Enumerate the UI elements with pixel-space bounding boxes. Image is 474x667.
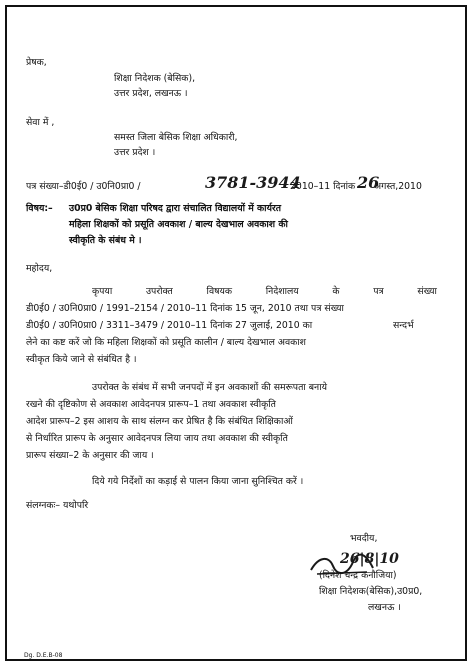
para2-line-4: से निर्धारित प्रारूप के अनुसार आवेदनपत्र लिया जाय तथा अवकाश की स्वीकृति (26, 433, 288, 444)
subject-line-2: महिला शिक्षकों को प्रसूति अवकाश / बाल्य देखभाल अवकाश की (69, 219, 288, 230)
para1-word: पत्र (373, 286, 384, 297)
signatory-name: (दिनेश चन्द्र कनौजिया) (319, 570, 397, 581)
para1-line-3: डी0ई0 / उ0नि0प्रा0 / 3311–3479 / 2010–11 दिनांक 27 जुलाई, 2010 का (26, 320, 313, 331)
para1-word: निदेशालय (265, 286, 299, 297)
handwritten-date: 26|8|10 (340, 551, 399, 567)
para3: दिये गये निर्देशों का कड़ाई से पालन किया जाना सुनिश्चित करें । (92, 476, 304, 487)
sender-name: शिक्षा निदेशक (बेसिक), (114, 73, 196, 84)
para1-line-4: लेने का कष्ट करें जो कि महिला शिक्षकों को प्रसूति कालीन / बाल्य देखभाल अवकाश (26, 337, 306, 348)
footer-code: Dg. D.E.B-08 (24, 652, 63, 659)
para1-word: के (332, 286, 340, 297)
para1-word: विषयक (206, 286, 233, 297)
para2-line-2: रखने की दृष्टिकोण से अवकाश आवेदनपत्र प्रारूप–1 तथा अवकाश स्वीकृति (26, 399, 276, 410)
para2-line-5: प्रारूप संख्या–2 के अनुसार की जाय । (26, 450, 154, 461)
handwritten-ref-number: 3781-3944 (205, 173, 301, 192)
letter-ref-mid: 2010–11 दिनांक (290, 181, 356, 192)
para1-line-2: डी0ई0 / उ0नि0प्रा0 / 1991–2154 / 2010–11 दिनांक 15 जून, 2010 तथा पत्र संख्या (26, 303, 344, 314)
letter-page (5, 5, 467, 661)
letter-ref-prefix: पत्र संख्या–डी0ई0 / उ0नि0प्रा0 / (26, 181, 141, 192)
para1-line-1 (92, 286, 437, 298)
recipient-place: उत्तर प्रदेश । (114, 147, 156, 158)
closing: भवदीय, (350, 533, 378, 544)
letter-ref-date: अगस्त,2010 (374, 181, 422, 192)
para2-line-1: उपरोक्त के संबंध में सभी जनपदों में इन अवकाशों की समरूपता बनाये (92, 382, 328, 393)
subject-label: विषय:– (26, 203, 53, 214)
subject-line-1: उ0प्र0 बेसिक शिक्षा परिषद द्वारा संचालित विद्यालयों में कार्यरत (69, 203, 282, 214)
recipient-label: सेवा में , (26, 117, 55, 128)
para2-line-3: आदेश प्रारूप–2 इस आशय के साथ संलग्न कर प्रेषित है कि संबंधित शिक्षिकाओं (26, 416, 293, 427)
para1-line-5: स्वीकृत किये जाने से संबंधित है । (26, 354, 137, 365)
para1-word: कृपया (92, 286, 113, 297)
para1-word: संख्या (417, 286, 437, 297)
para1-line-3-end: सन्दर्भ (393, 320, 414, 331)
para1-word: उपरोक्त (145, 286, 173, 297)
signatory-designation: शिक्षा निदेशक(बेसिक),उ0प्र0, (319, 586, 423, 597)
subject-line-3: स्वीकृति के संबंध मे । (69, 235, 142, 246)
signatory-place: लखनऊ । (368, 602, 401, 613)
enclosure-note: संलग्नकः– यथोपरि (26, 500, 89, 511)
handwritten-day: 26 (357, 173, 380, 192)
sender-place: उत्तर प्रदेश, लखनऊ । (114, 88, 188, 99)
salutation: महोदय, (26, 263, 53, 274)
sender-label: प्रेषक, (26, 57, 47, 68)
recipient-name: समस्त जिला बेसिक शिक्षा अधिकारी, (114, 132, 238, 143)
